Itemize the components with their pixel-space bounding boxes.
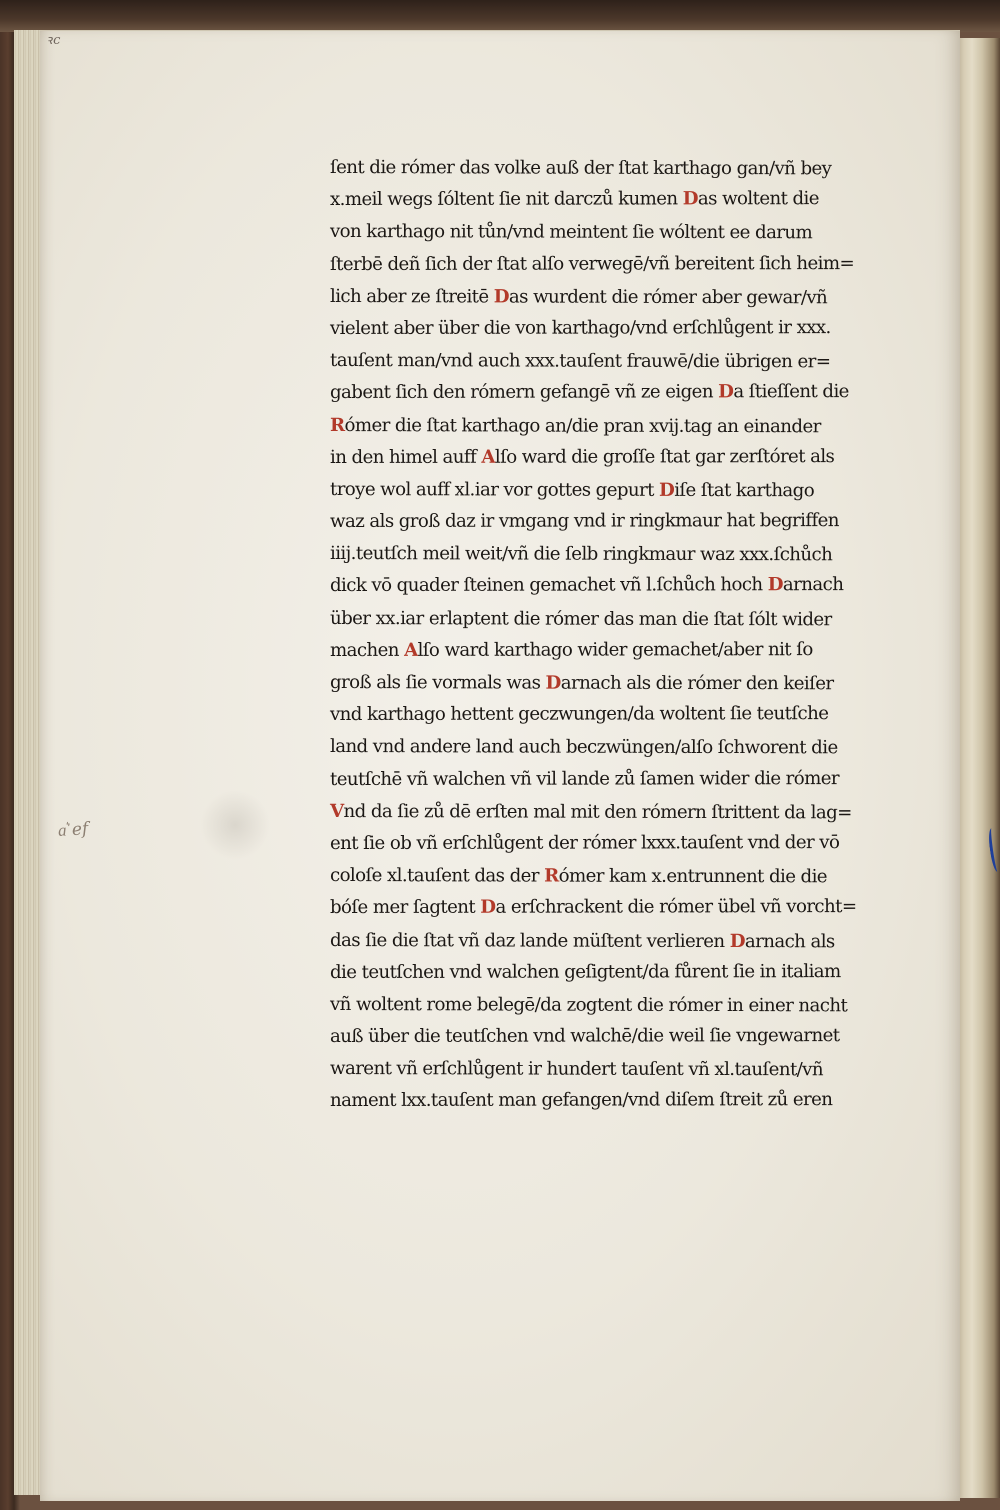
- rubricated-initial: D: [658, 479, 675, 501]
- line-text-pre: über xx.iar erlaptent die rómer das man die ſtat ſólt wider: [329, 607, 832, 630]
- text-column: [330, 152, 930, 1118]
- line-text-pre: vnd karthago hettent geczwungen/da woltent ſie teutſche: [329, 703, 829, 726]
- line-text-pre: ſterbē deñ ſich der ſtat alſo verwegē/vñ bereitent ſich heim=: [329, 252, 855, 275]
- text-line: [330, 474, 930, 508]
- text-line: [330, 763, 930, 796]
- text-line: [330, 860, 930, 894]
- text-line: [330, 1084, 930, 1117]
- line-text-post: as woltent die: [697, 188, 819, 210]
- line-text-post: nd da ſie zů dē erſten mal mit den rómern ſtrittent da lag=: [343, 800, 852, 824]
- line-text-pre: das ſie die ſtat vñ daz lande müſtent verlieren: [329, 929, 730, 952]
- left-margin-note: a͛ ef: [57, 818, 89, 842]
- line-text-pre: troye wol auff xl.iar vor gottes gepurt: [329, 478, 660, 501]
- line-text-pre: nament lxx.tauſent man gefangen/vnd diſem ſtreit zů eren: [329, 1089, 833, 1112]
- line-text-post: arnach als: [744, 930, 835, 952]
- text-line: [330, 216, 930, 250]
- line-text-pre: auß über die teutſchen vnd walchē/die weil ſie vngewarnet: [329, 1025, 840, 1048]
- rubricated-initial: D: [767, 574, 783, 596]
- text-line: [330, 248, 930, 281]
- line-text-pre: vielent aber über die von karthago/vnd erſchlůgent ir xxx.: [329, 317, 831, 339]
- text-line: [330, 698, 930, 731]
- text-line: [330, 281, 930, 315]
- line-text-pre: machen: [329, 639, 405, 661]
- line-text-post: a erſchrackent die rómer übel vñ vorcht=: [495, 896, 857, 919]
- line-text-pre: teutſchē vñ walchen vñ vil lande zů ſamen wider die rómer: [329, 767, 840, 790]
- text-line: [330, 538, 930, 572]
- rubricated-initial: D: [729, 930, 745, 952]
- line-text-pre: in den himel auff: [329, 446, 482, 468]
- line-text-pre: ent ſie ob vñ erſchlůgent der rómer lxxx.tauſent vnd der vō: [329, 832, 840, 854]
- line-text-post: ómer die ſtat karthago an/die pran xvij.tag an einander: [344, 414, 821, 437]
- rubricated-initial: V: [329, 800, 344, 822]
- right-fore-edge: [958, 38, 1000, 1498]
- rubricated-initial: D: [545, 672, 561, 694]
- text-line: [330, 731, 930, 765]
- line-text-pre: die teutſchen vnd walchen geſigtent/da fůrent ſie in italiam: [329, 960, 841, 983]
- text-line: [330, 152, 930, 186]
- rubricated-initial: A: [481, 446, 495, 468]
- line-text-post: lſo ward karthago wider gemachet/aber nit ſo: [417, 638, 813, 661]
- line-text-pre: tauſent man/vnd auch xxx.tauſent frauwē/die übrigen er=: [329, 350, 831, 373]
- top-binding-shadow: [0, 0, 1000, 32]
- rubricated-initial: D: [718, 381, 734, 403]
- paper-stain: [200, 790, 270, 860]
- rubricated-initial: D: [493, 286, 509, 308]
- text-line: [330, 603, 930, 637]
- rubricated-initial: A: [404, 639, 418, 661]
- line-text-post: ómer kam x.entrunnent die die: [558, 865, 828, 888]
- line-text-post: a ſtieſſent die: [733, 381, 849, 403]
- line-text-pre: von karthago nit tůn/vnd meintent ſie wóltent ee darum: [329, 221, 813, 244]
- line-text-pre: land vnd andere land auch beczwüngen/alſo ſchworent die: [329, 736, 838, 759]
- line-text-pre: groß als ſie vormals was: [329, 672, 546, 694]
- line-text-pre: waz als groß daz ir vmgang vnd ir ringkmaur hat begriffen: [329, 510, 839, 533]
- rubricated-initial: R: [544, 865, 559, 887]
- text-line: [330, 376, 930, 409]
- line-text-pre: lich aber ze ſtreitē: [329, 285, 494, 308]
- text-line: [330, 796, 930, 830]
- line-text-pre: ſent die rómer das volke auß der ſtat karthago gan/vñ bey: [329, 157, 832, 180]
- text-line: [330, 827, 930, 860]
- text-line: [330, 345, 930, 379]
- rubricated-initial: D: [480, 897, 496, 919]
- text-line: [330, 312, 930, 345]
- line-text-post: iſe ſtat karthago: [674, 479, 815, 502]
- text-line: [330, 956, 930, 989]
- line-text-pre: iiij.teutſch meil weit/vñ die ſelb ringkmaur waz xxx.ſchůch: [329, 543, 833, 566]
- line-text-pre: coloſe xl.tauſent das der: [329, 865, 545, 887]
- line-text-post: lſo ward die groſſe ſtat gar zerſtóret als: [494, 445, 835, 468]
- text-line: [330, 634, 930, 667]
- text-line: [330, 505, 930, 538]
- text-line: [330, 441, 930, 474]
- line-text-pre: x.meil wegs ſóltent ſie nit darczů kumen: [329, 188, 683, 211]
- line-text-pre: warent vñ erſchlůgent ir hundert tauſent vñ xl.tauſent/vñ: [329, 1058, 824, 1081]
- line-text-post: arnach als die rómer den keiſer: [560, 672, 834, 695]
- line-text-post: arnach: [782, 574, 844, 596]
- rubricated-initial: D: [682, 188, 698, 210]
- line-text-pre: gabent ſich den rómern gefangē vñ ze eigen: [329, 381, 719, 404]
- line-text-pre: dick vō quader ſteinen gemachet vñ l.ſchůch hoch: [329, 574, 768, 597]
- line-text-pre: vñ woltent rome belegē/da zogtent die rómer in einer nacht: [329, 993, 848, 1017]
- text-line: [330, 989, 930, 1023]
- text-line: [330, 667, 930, 701]
- text-line: [330, 1020, 930, 1053]
- top-margin-note: ꝛc: [46, 33, 62, 48]
- line-text-post: as wurdent die rómer aber gewar/vñ: [508, 286, 828, 309]
- text-line: [330, 891, 930, 924]
- text-line: [330, 1053, 930, 1087]
- rubricated-initial: R: [329, 414, 345, 436]
- text-line: [330, 569, 930, 602]
- text-line: [330, 183, 930, 216]
- text-line: [330, 925, 930, 959]
- text-line: [330, 410, 930, 444]
- line-text-pre: bóſe mer ſagtent: [329, 897, 481, 919]
